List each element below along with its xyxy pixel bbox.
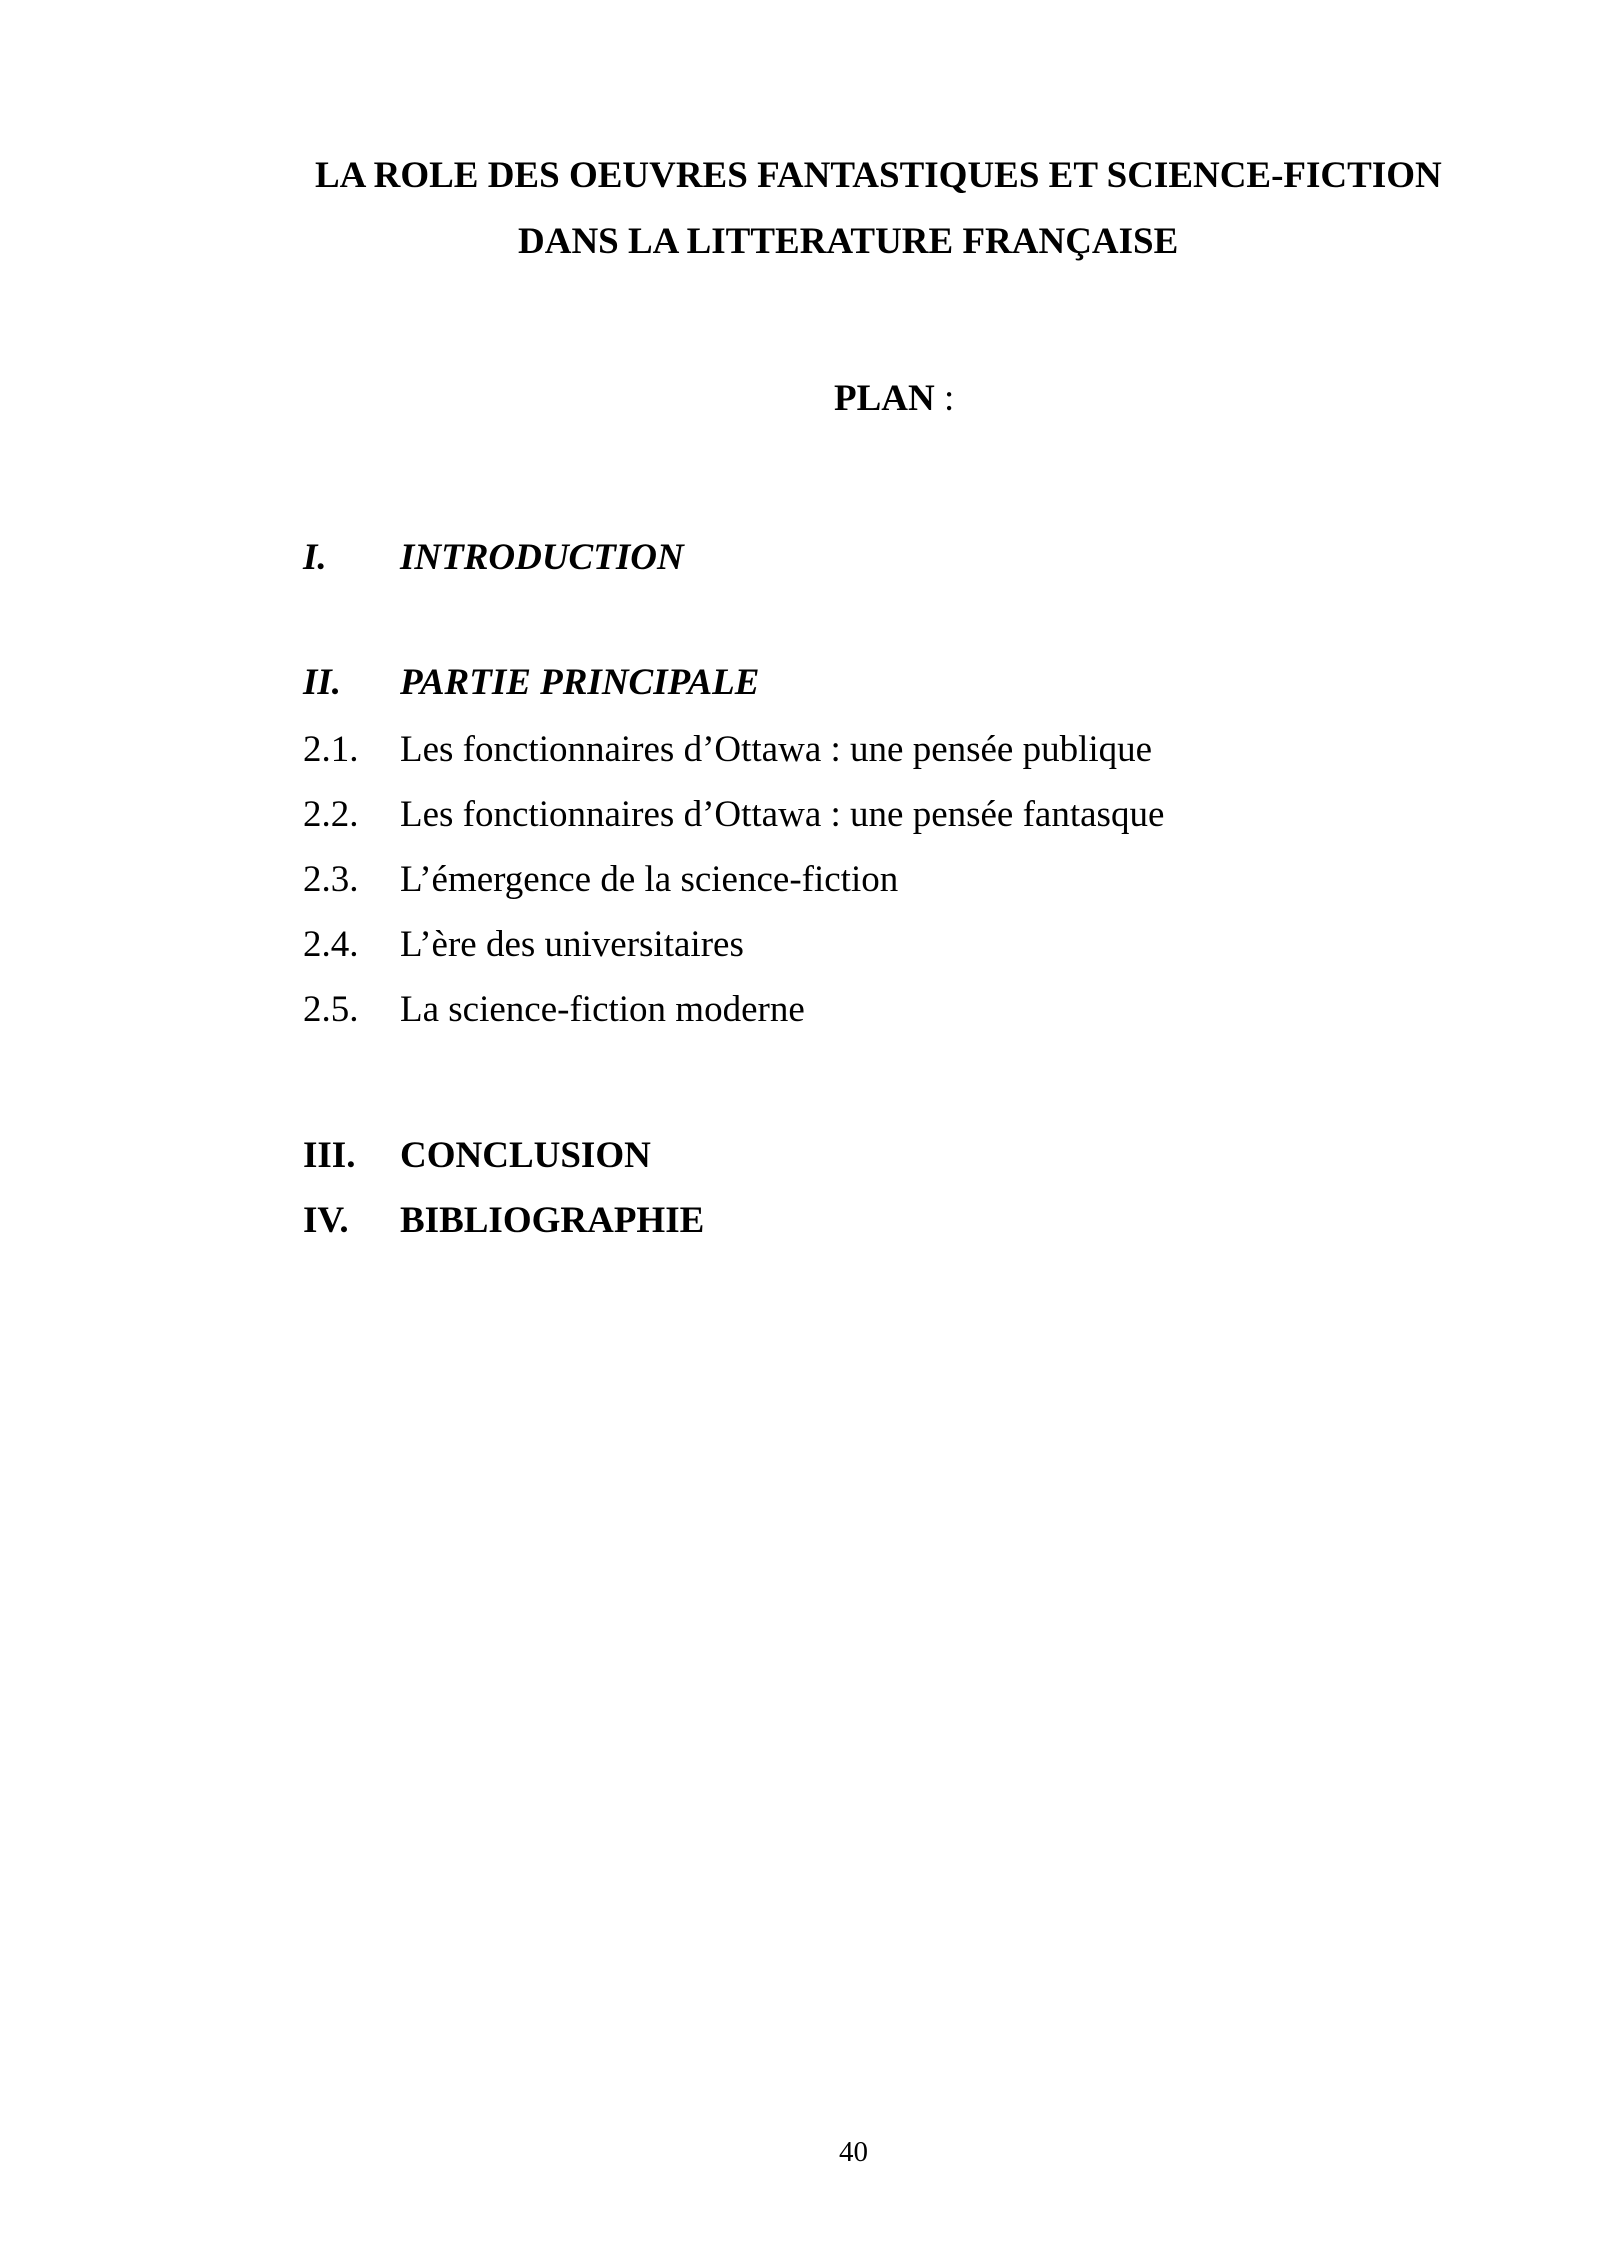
plan-heading <box>834 380 954 417</box>
subsection-number: 2.2. <box>303 794 359 835</box>
section-label: CONCLUSION <box>400 1135 651 1176</box>
plan-colon: : <box>934 378 955 419</box>
plan-label: PLAN <box>834 378 935 419</box>
section-label: PARTIE PRINCIPALE <box>400 662 760 703</box>
subsection-number: 2.5. <box>303 989 359 1030</box>
subsection-number: 2.3. <box>303 859 359 900</box>
subsection-label: Les fonctionnaires d’Ottawa : une pensée fantasque <box>400 794 1165 835</box>
subsection-label: L’ère des universitaires <box>400 924 744 965</box>
section-label: INTRODUCTION <box>400 537 684 578</box>
section-number: IV. <box>303 1200 349 1241</box>
subsection-label: La science-fiction moderne <box>400 989 805 1030</box>
document-title-line-1: LA ROLE DES OEUVRES FANTASTIQUES ET SCIENCE-FICTION <box>315 155 1442 196</box>
section-label: BIBLIOGRAPHIE <box>400 1200 705 1241</box>
subsection-label: L’émergence de la science-fiction <box>400 859 899 900</box>
page-number: 40 <box>839 2136 868 2168</box>
section-number: II. <box>303 662 342 703</box>
subsection-label: Les fonctionnaires d’Ottawa : une pensée publique <box>400 729 1153 770</box>
section-number: III. <box>303 1135 356 1176</box>
subsection-number: 2.4. <box>303 924 359 965</box>
subsection-number: 2.1. <box>303 729 359 770</box>
section-number: I. <box>303 537 327 578</box>
document-title-line-2: DANS LA LITTERATURE FRANÇAISE <box>518 221 1179 262</box>
